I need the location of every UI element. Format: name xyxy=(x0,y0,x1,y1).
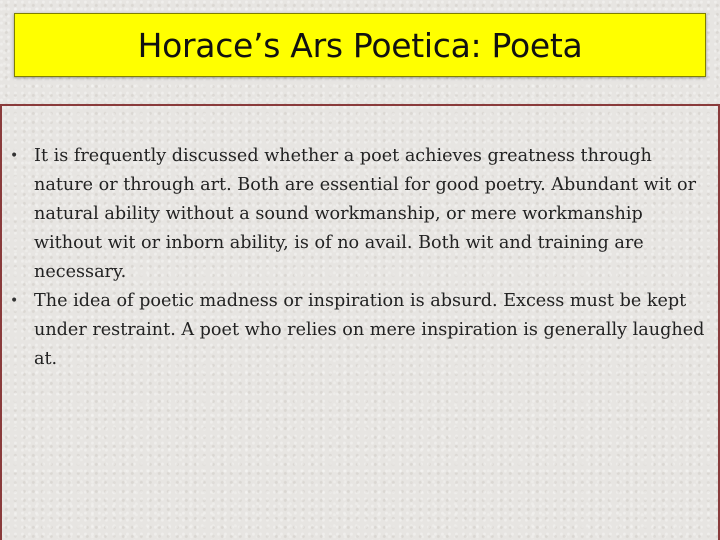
bullet-marker-icon: • xyxy=(10,293,19,309)
bullet-marker-icon: • xyxy=(10,148,19,164)
bullet-item xyxy=(10,142,706,287)
title-banner xyxy=(14,13,706,77)
bullet-list xyxy=(10,142,706,374)
bullet-text: The idea of poetic madness or inspiration is absurd. Excess must be kept under restraint. A poet who relies on mere inspiration is generally laughed at. xyxy=(34,291,705,369)
bullet-item xyxy=(10,287,706,374)
bullet-text: It is frequently discussed whether a poet achieves greatness through nature or through art. Both are essential for good poetry. Abundant wit or natural ability without a sound workmanship, or mere workmanship without wit or inborn ability, is of no avail. Both wit and training are necessary. xyxy=(34,146,697,282)
slide-title: Horace’s Ars Poetica: Poeta xyxy=(137,25,583,65)
